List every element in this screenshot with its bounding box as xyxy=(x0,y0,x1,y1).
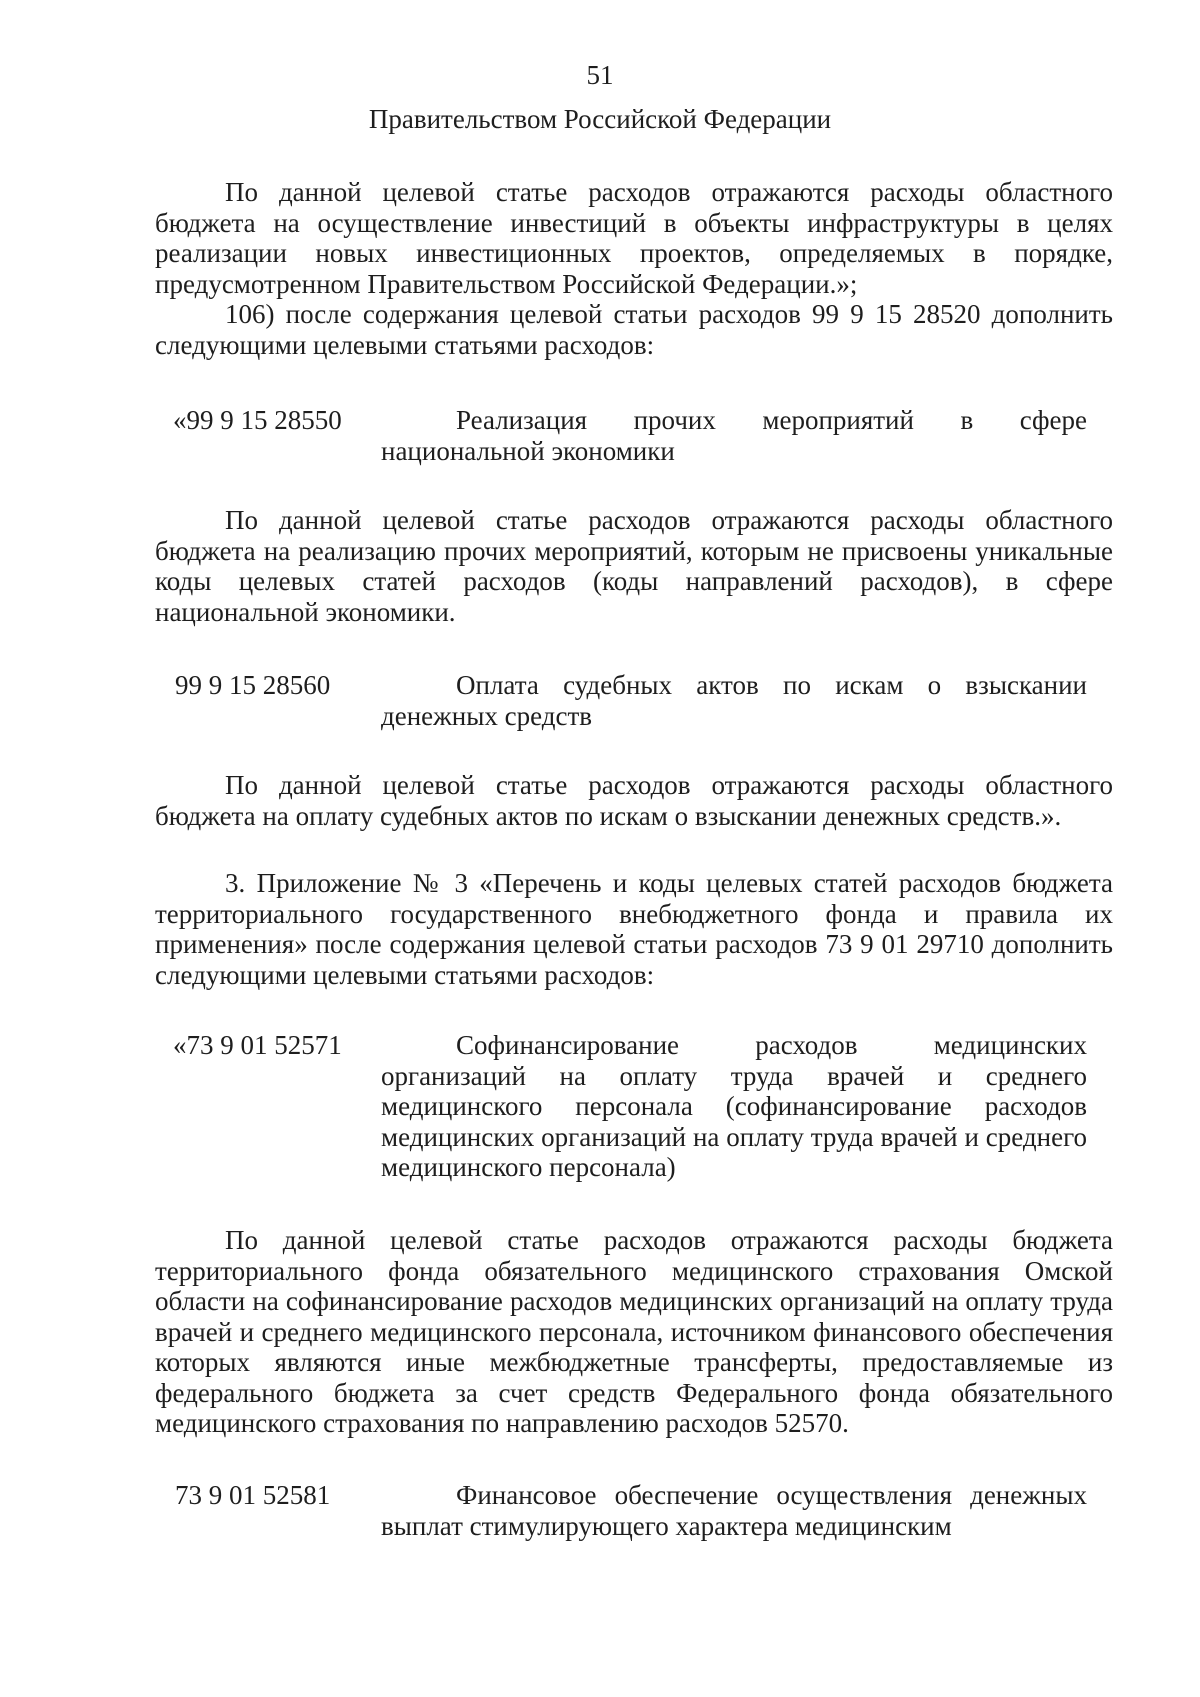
page-number: 51 xyxy=(586,60,614,90)
paragraph-appendix-3: 3. Приложение № 3 «Перечень и коды целевых статей расходов бюджета территориального государственного внебюджетного фонда и правила их применения» после содержания целевой статьи расходов 73 9 01 29710 дополнить следующими целевыми статьями расходов: xyxy=(155,868,1113,990)
paragraph-court-acts: По данной целевой статье расходов отражаются расходы областного бюджета на оплату судебных актов по искам о взыскании денежных средств.». xyxy=(155,770,1113,831)
entry-description: Оплата судебных актов по искам о взыскании денежных средств xyxy=(381,670,1087,731)
entry-code: 99 9 15 28560 xyxy=(175,670,331,700)
entry-description: Реализация прочих мероприятий в сфере национальной экономики xyxy=(381,405,1087,466)
paragraph-medical-insurance: По данной целевой статье расходов отражаются расходы бюджета территориального фонда обязательного медицинского страхования Омской области на софинансирование расходов медицинских организаций на оплату труда врачей и среднего медицинского персонала, источником финансового обеспечения которых являются иные межбюджетные трансферты, предоставляемые из федерального бюджета за счет средств Федерального фонда обязательного медицинского страхования по направлению расходов 52570. xyxy=(155,1225,1113,1438)
paragraph-amendment-106: 106) после содержания целевой статьи расходов 99 9 15 28520 дополнить следующими целевыми статьями расходов: xyxy=(155,299,1113,360)
entry-code: «73 9 01 52571 xyxy=(173,1030,342,1060)
paragraph-investment: По данной целевой статье расходов отражаются расходы областного бюджета на осуществление инвестиций в объекты инфраструктуры в целях реализации новых инвестиционных проектов, определяемых в порядке, предусмотренном Правительством Российской Федерации.»; xyxy=(155,177,1113,299)
continuation-line: Правительством Российской Федерации xyxy=(368,104,832,134)
entry-code: 73 9 01 52581 xyxy=(175,1480,331,1510)
entry-description: Софинансирование расходов медицинских организаций на оплату труда врачей и среднего медицинского персонала (софинансирование расходов медицинских организаций на оплату труда врачей и среднего медицинского персонала) xyxy=(381,1030,1087,1182)
paragraph-national-economy: По данной целевой статье расходов отражаются расходы областного бюджета на реализацию прочих мероприятий, которым не присвоены уникальные коды целевых статей расходов (коды направлений расходов), в сфере национальной экономики. xyxy=(155,505,1113,627)
entry-code: «99 9 15 28550 xyxy=(173,405,342,435)
entry-description: Финансовое обеспечение осуществления денежных выплат стимулирующего характера медицинским xyxy=(381,1480,1087,1541)
